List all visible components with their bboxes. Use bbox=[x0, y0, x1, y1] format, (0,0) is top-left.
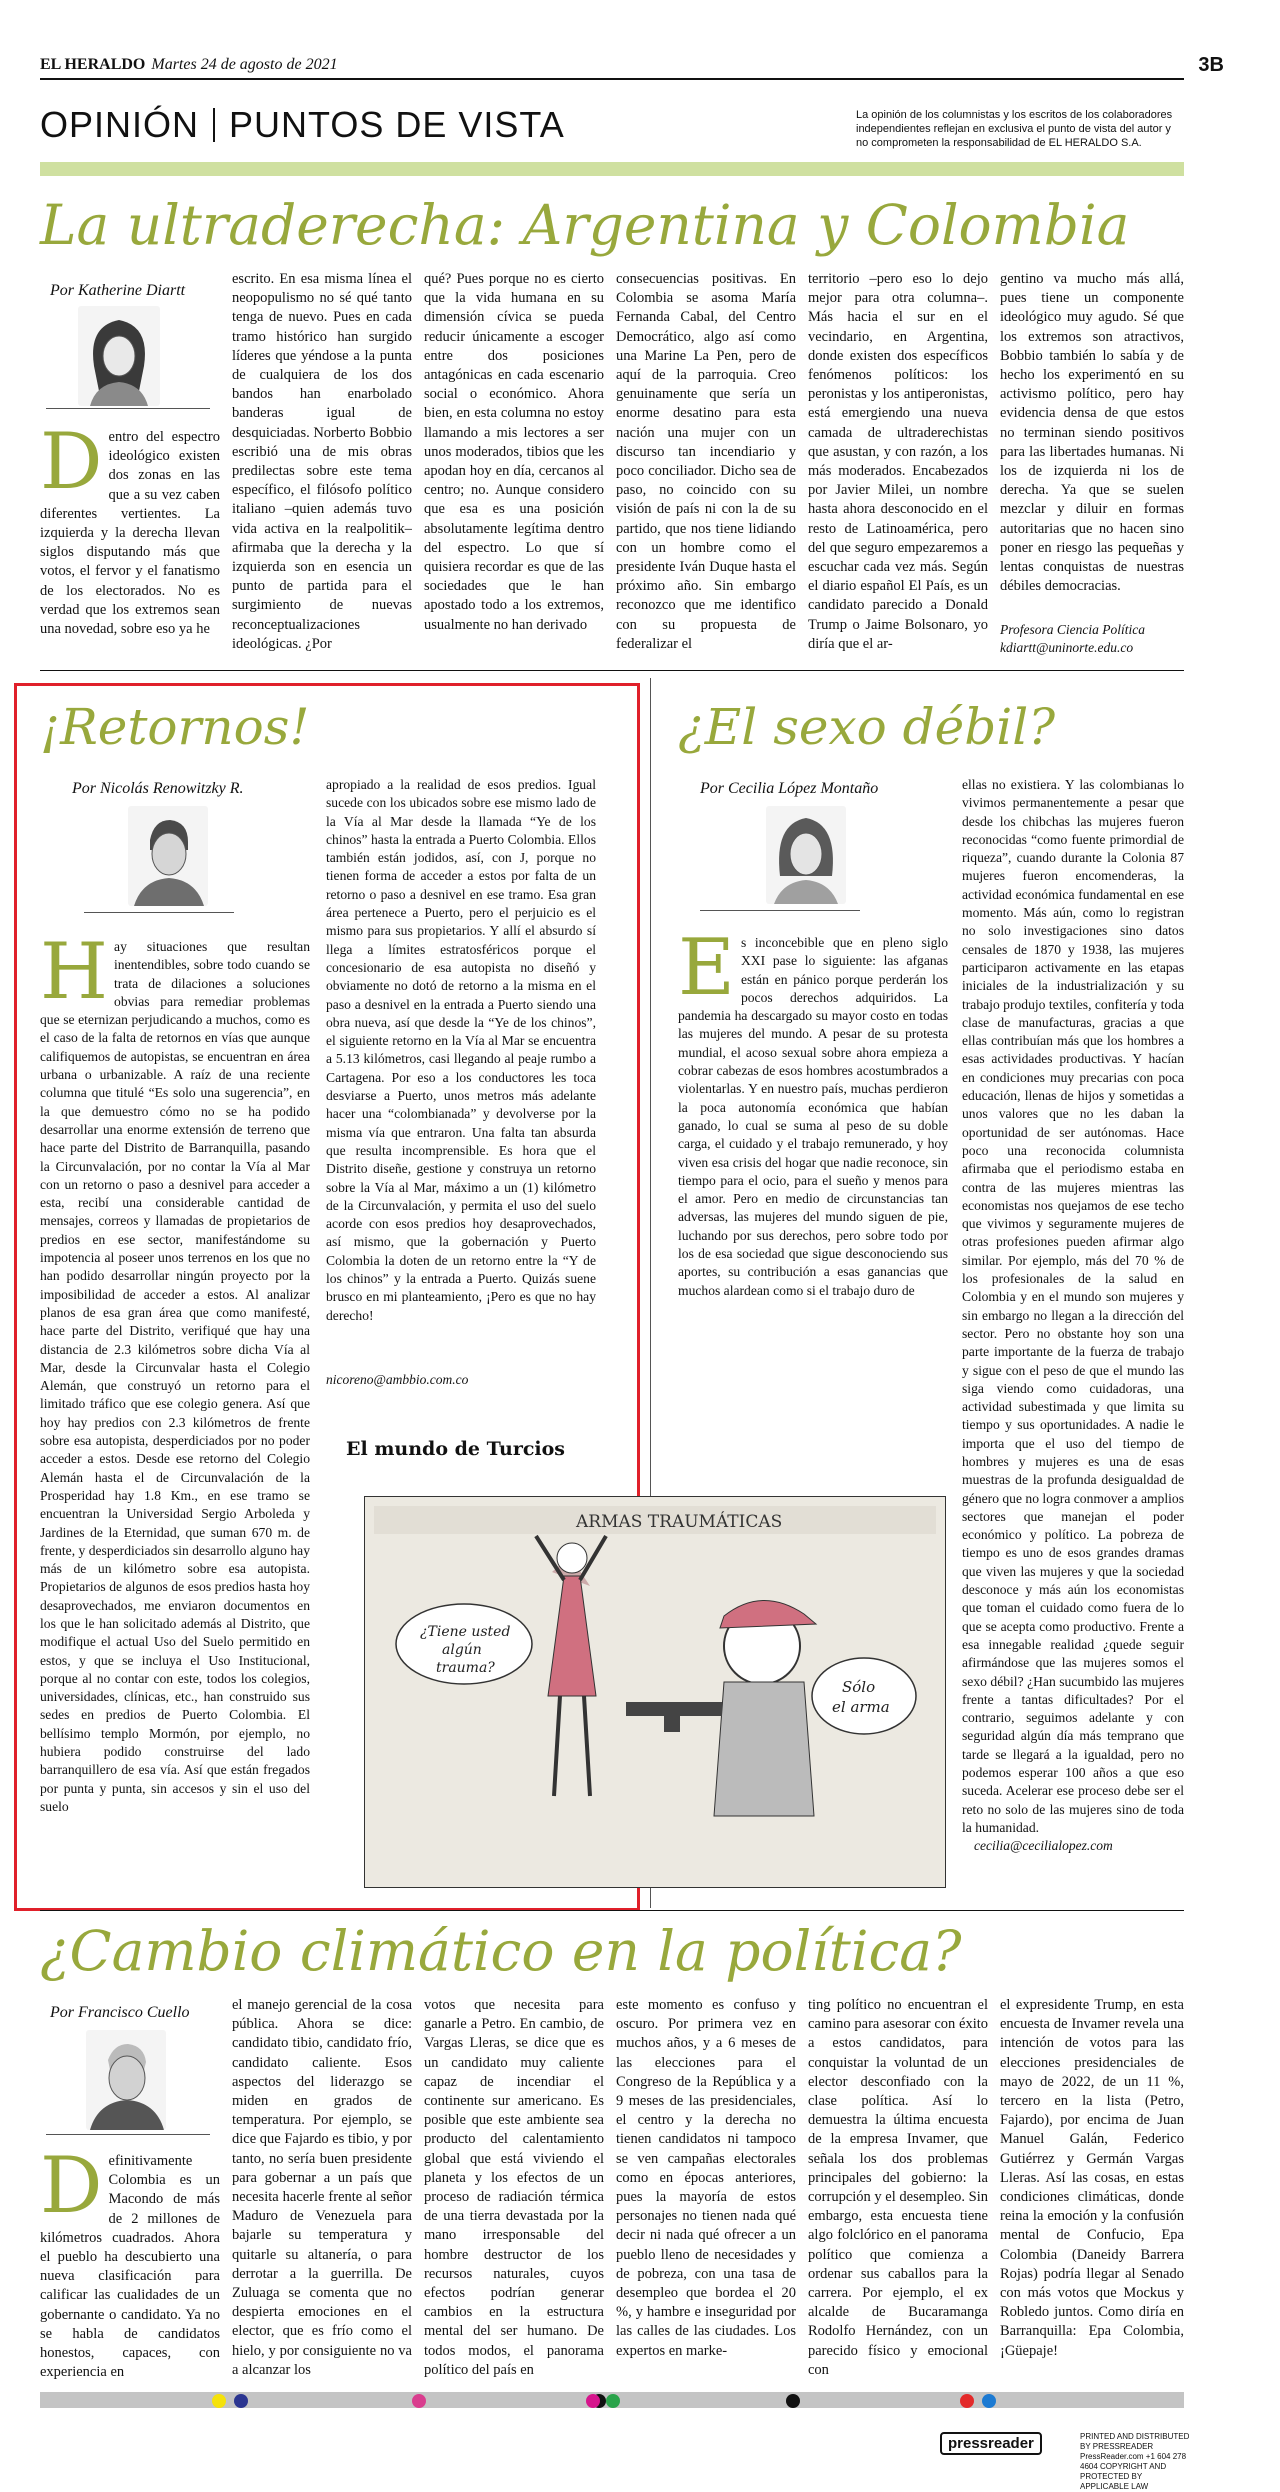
speech-bubble-right bbox=[812, 1658, 916, 1734]
article1-text-1: entro del espectro ideológico existen dos zonas en las que a su vez caben diferentes vertientes. La izquierda y la derecha llevan siglos disputando más que votos, el fervor y el fanatismo de los electorados. No es verdad que los extremos sean una novedad, sobre eso ya he bbox=[40, 429, 220, 638]
page-number: 3B bbox=[1198, 54, 1224, 76]
article3-dropcap: E bbox=[678, 934, 735, 1013]
cartoon-section-title: El mundo de Turcios bbox=[346, 1438, 565, 1460]
pressreader-fine-print: PRINTED AND DISTRIBUTED BY PRESSREADER PressReader.com +1 604 278 4604 COPYRIGHT AND PROTECTED BY APPLICABLE LAW bbox=[1080, 2432, 1190, 2491]
registration-dot bbox=[412, 2394, 426, 2408]
article3-column-1 bbox=[678, 934, 948, 1362]
registration-dot bbox=[786, 2394, 800, 2408]
article1-column-3: qué? Pues porque no es cierto que la vida humana en su dimensión cívica se pueda reducir únicamente a escoger entre dos posiciones antagónicas en cada escenario social o económico. Ahora bien, en esta columna no estoy llamando a mis lectores a ser unos moderados, tibios que les apodan hoy en día, cercanos al centro; no. Aunque considero que esa es una posición absolutamente legítima dentro del espectro. Lo que sí quisiera recordar es que de las sociedades que le han apostado todo a los extremos, usualmente no han derivado bbox=[424, 271, 604, 633]
pressreader-logo[interactable]: pressreader bbox=[940, 2432, 1042, 2455]
article1-dropcap: D bbox=[40, 428, 103, 507]
article2-column-1 bbox=[40, 938, 310, 1854]
paper-name: EL HERALDO bbox=[40, 56, 146, 73]
byline-rule bbox=[46, 408, 210, 409]
article1-headline: La ultraderecha: Argentina y Colombia bbox=[40, 193, 1130, 257]
masthead bbox=[40, 56, 338, 74]
accent-bar bbox=[40, 162, 1184, 176]
disclaimer: La opinión de los columnistas y los escritos de los colaboradores independientes reflejan en exclusiva el punto de vista del autor y no comprometen la responsabilidad de EL HERALDO S.A. bbox=[856, 109, 1173, 149]
cartoon-image bbox=[364, 1496, 946, 1888]
article4-column-5: ting político no encuentran el camino para asesorar con éxito a estos candidatos, para conquistar la voluntad de un elector desconfiado con la clase política. Así lo demuestra la última encuesta de la empresa Invamer, que señala los dos problemas principales del gobierno: la corrupción y el desempleo. Sin embargo, esta encuesta tiene algo folclórico en el panorama político que comienza a ordenar sus caballos para la carrera. Por ejemplo, el ex alcalde de Bucaramanga Rodolfo Hernández, con un parecido físico y emocional con bbox=[808, 1997, 988, 2378]
article3-author-portrait bbox=[766, 806, 846, 904]
bubble-right-text: Sólo el arma bbox=[832, 1678, 890, 1716]
article1-column-5: territorio –pero eso lo dejo mejor para otra columna–. Más hacia el sur en el vecindario, en Argentina, donde existen dos específicos fenómenos políticos: los peronistas y los antiperonistas, está emergiendo una nueva camada de ultraderechistas que asustan, y con razón, a los más moderados. Encabezados por Javier Milei, un nombre hasta ahora desconocido en el resto de Latinoamérica, pero del que seguro empezaremos a escuchar cada vez más. Según el diario español El País, es un candidato parecido a Donald Trump o Jaime Bolsonaro, yo diría que el ar- bbox=[808, 271, 988, 652]
registration-dot bbox=[212, 2394, 226, 2408]
article3-headline: ¿El sexo débil? bbox=[678, 698, 1056, 756]
article3-text-1: s inconcebible que en pleno siglo XXI pase lo siguiente: las afganas están en pánico porque perderán los pocos derechos adquiridos. La pandemia ha descargado su mayor costo en todas las mujeres del mundo. A pesar de su protesta mundial, el acoso sexual sobre ahora empieza a cobrar cabezas de esos hombres acostumbrados a violentarlas. Y en nuestro país, muchas perdieron la poca autonomía económica que habían ganado, lo cual se suma al peso de su doble carga, el cuidado y el trabajo remunerado, y hoy viven esa crisis del hogar que nadie reconoce, sin tiempo para el ocio, para el sueño y menos para el amor. Pero en medio de circunstancias tan adversas, las mujeres del mundo siguen de pie, luchando por sus derechos, pero sobre todo por los de esa sociedad que sigue desconociendo sus aportes, su contribución a esas ganancias que muchos alardean como si el trabajo duro de bbox=[678, 935, 948, 1298]
registration-dot bbox=[606, 2394, 620, 2408]
section-subname: PUNTOS DE VISTA bbox=[229, 104, 565, 145]
article2-headline: ¡Retornos! bbox=[40, 698, 310, 756]
section-name: OPINIÓN bbox=[40, 104, 200, 145]
article4-headline: ¿Cambio climático en la política? bbox=[40, 1919, 962, 1983]
registration-dot bbox=[234, 2394, 248, 2408]
registration-dot bbox=[960, 2394, 974, 2408]
article1-column-1 bbox=[40, 428, 220, 658]
article4-column-3: votos que necesita para ganarle a Petro. En cambio, de Vargas Lleras, se dice que es un candidato muy caliente capaz de incendiar el continente sur americano. Es posible que este ambiente sea producto del calentamiento global que está viviendo el planeta y los efectos de un proceso de radiación térmica de una tierra devastada por la mano irresponsable del hombre destructor de los recursos naturales, cuyos efectos podrían generar cambios en la estructura mental del ser humano. De todos modos, el panorama político del país en bbox=[424, 1997, 604, 2378]
article4-column-1 bbox=[40, 2152, 220, 2382]
article4-byline: Por Francisco Cuello bbox=[50, 2004, 190, 2021]
article3-column-2: ellas no existiera. Y las colombianas lo vivimos permanentemente a pesar que desde los chibchas las mujeres fueron reconocidas “como fuente primordial de riqueza”, cuando durante la Colonia 87 mujeres fueron encomenderas, la actividad económica fundamental en ese momento. Más aún, como lo registran no solo investigaciones sino datos censales de 1870 y 1938, las mujeres participaron activamente en las etapas iniciales de la industrialización y su trabajo produjo textiles, confitería y toda clase de manufacturas, gracias a que ellas contribuían más que los hombres a esas actividades productivas. Y hacían en condiciones muy precarias con poca educación, llenas de hijos y sometidas a unos valores que no les daban la oportunidad de ser autónomas. Hace poco una reconocida columnista afirmaba que el periodismo estaba en contra de las mujeres mientras las economistas nos quejamos de ese techo que vivimos y seguramente mujeres de otras profesiones pueden afirmar algo similar. Por ejemplo, más del 70 % de los profesionales de la salud en Colombia y en el mundo son mujeres y sin embargo no llegan a la dirección del sector. Pero no obstante hoy son una parte importante de la fuerza de trabajo y sigue con el peso de que el mundo las siga viendo como cuidadoras, una actividad subestimada y que limita su tiempo y sus oportunidades. A nadie le importa que el uso del tiempo de hombres y mujeres es una de esas muestras de la profunda desigualdad de género que no logra conmover a amplios sectores que manejan el poder económico y político. La pobreza de tiempo es uno de esos grandes dramas que viven las mujeres y que la sociedad desconoce y más aún los economistas que toman el cuidado como fuera de lo que se acepta como productivo. Frente a esa innegable realidad ¿quede seguir afirmándose que las mujeres somos el sexo débil? ¿Han sucumbido las mujeres frente a tantas dificultades? Por el contrario, seguimos adelante y con seguridad algún día más temprano que tarde se llegará a la igualdad, pero no podemos esperar 100 años a que eso suceda. Acelerar ese proceso debe ser el reto no solo de las mujeres sino de toda la humanidad. bbox=[962, 777, 1184, 1834]
article3-byline: Por Cecilia López Montaño bbox=[700, 780, 879, 797]
article2-dropcap: H bbox=[40, 938, 109, 1017]
header-rule bbox=[40, 78, 1184, 80]
article1-column-2: escrito. En esa misma línea el neopopulismo no sé qué tanto tenga de nuevo. Pues en cada tramo histórico han surgido líderes que yéndose a la punta de cualquiera de los dos bandos han enarbolado banderas igual de desquiciadas. Norberto Bobbio escribió una de mis obras predilectas sobre este tema específico, el filósofo político italiano –quien además tuvo vida activa en la realpolitik– afirmaba que la derecha y la izquierda son en esencia un punto de partida para el surgimiento de nuevas reconceptualizaciones ideológicas. ¿Por bbox=[232, 271, 412, 652]
article1-byline: Por Katherine Diartt bbox=[50, 282, 186, 299]
byline-rule bbox=[700, 910, 860, 911]
article2-author-portrait bbox=[128, 806, 208, 906]
article1-author-portrait bbox=[78, 306, 160, 406]
issue-date: Martes 24 de agosto de 2021 bbox=[151, 56, 338, 73]
article1-column-6: gentino va mucho más allá, pues tiene un componente ideológico muy agudo. Sé que los extremos son atractivos, Bobbio también lo sabía y de hecho los experimentó en su activismo político, pero hay evidencia densa de que estos no terminan siendo positivos para las libertades humanas. Ni los de izquierda ni los de derecha. Ya que se suelen mezclar y diluir en formas autoritarias que no hacen sino poner en riesgo las pequeñas y lentas conquistas de nuestras débiles democracias. bbox=[1000, 271, 1184, 595]
article4-text-1: efinitivamente Colombia es un Macondo de más de 2 millones de kilómetros cuadrados. Ahora el pueblo ha descubierto una nueva clasificación para calificar las cualidades de un gobernante o candidato. Ya no se habla de candidatos honestos, capaces, con experiencia en bbox=[40, 2153, 220, 2381]
article4-column-4: este momento es confuso y oscuro. Por primera vez en muchos años, y a 6 meses de las elecciones para el Congreso de la República y a 9 meses de las presidenciales, el centro y la derecha no tienen candidatos ni tampoco se ven campañas electorales como en épocas anteriores, pues la mayoría de estos personajes no tienen nada qué decir ni nada qué ofrecer a un pueblo lleno de necesidades y de pobreza, con una tasa de desempleo que bordea el 20 %, y hambre e inseguridad por las calles de las ciudades. Los expertos en marke- bbox=[616, 1997, 796, 2359]
article1-column-4: consecuencias positivas. En Colombia se asoma María Fernanda Cabal, del Centro Democrático, algo así como una Marine La Pen, pero de aquí de la parroquia. Creo genuinamente que sería un enorme desatino para esta nación una mujer con un discurso tan incendiario y poco conciliador. Dicho sea de paso, no coincido con su visión de país ni con la de su partido, que nos tiene lidiando con un hombre como el presidente Iván Duque hasta el próximo año. Sin embargo reconozco que me identifico con su propuesta de federalizar el bbox=[616, 271, 796, 652]
article4-column-6: el expresidente Trump, en esta encuesta de Invamer revela una intención de votos para las elecciones presidenciales de mayo de 2022, de un 11 %, tercero en la lista (Petro, Fajardo), por encima de Juan Manuel Galán, Federico Gutiérrez y Germán Vargas Lleras. Así las cosas, en estas condiciones climáticas, donde reina la emoción y la confusión mental de Confucio, Epa Colombia (Daneidy Barrera Rojas) podría llegar al Senado con más votos que Mockus y Robledo juntos. Como diría en Barranquilla: Epa Colombia, ¡Güepaje! bbox=[1000, 1997, 1184, 2359]
article4-column-2: el manejo gerencial de la cosa pública. Ahora se dice: candidato tibio, candidato frío, candidato caliente. Esos aspectos del liderazgo se miden en grados de temperatura. Por ejemplo, se dice que Fajardo es tibio, y por tanto, no sería buen presidente para gobernar a un país que necesita hacerle frente al señor Maduro de Venezuela para bajarle su temperatura y quitarle su altanería, o para derrotar a la guerrilla. De Zuluaga se comenta que no despierta emociones en el elector, que es frío como el hielo, y por consiguiente no va a alcanzar los bbox=[232, 1997, 412, 2378]
article4-dropcap: D bbox=[40, 2152, 103, 2231]
section-title bbox=[40, 104, 565, 146]
section-rule-2 bbox=[40, 1910, 1184, 1911]
article1-signature-title: Profesora Ciencia Política bbox=[1000, 622, 1145, 637]
article4-author-portrait bbox=[86, 2030, 166, 2130]
registration-dot bbox=[586, 2394, 600, 2408]
cartoon-banner: ARMAS TRAUMÁTICAS bbox=[576, 1512, 783, 1532]
article2-column-2: apropiado a la realidad de esos predios. Igual sucede con los ubicados sobre ese mismo lado de la Vía al Mar desde la llamada “Ye de los chinos” hasta la entrada a Puerto Colombia. Ellos también están jodidos, así, con J, porque no tienen forma de acceder a estos por falta de un retorno o paso a desnivel en ese tramo. Esa gran área pertenece a Puerto, pero el perjuicio es el mismo para sus propietarios. Y allí el absurdo sí llega a límites estratosféricos porque el concesionario de esa autopista no diseñó y obviamente no dotó de retorno a la misma en el paso a desnivel en la entrada a Puerto siendo una obra nueva, así que desde la “Ye de los chinos”, el siguiente retorno en la Vía al Mar se encuentra a 5.13 kilómetros, casi llegando al peaje rumbo a Cartagena. Por eso a los conductores les toca desviarse a Puerto, unos metros más adelante hacer una “colombianada” y devolverse por la misma vía que entraron. Una falta tan absurda que resulta incomprensible. Es hora que el Distrito diseñe, gestione y construya un retorno sobre la Vía al Mar, máximo a un (1) kilómetro de la Circunvalación, y permita el uso del suelo acorde con esos predios hoy desaprovechados, así mismo, que la gobernación y Puerto Colombia la doten de un retorno entre la “Y de los chinos” y la entrada a Puerto. Quizás suene brusco en mi planteamiento, ¡Pero es que no hay derecho! bbox=[326, 777, 596, 1323]
section-rule-1 bbox=[40, 670, 1184, 671]
byline-rule bbox=[46, 2134, 210, 2135]
bubble-left-text: ¿Tiene usted algún trauma? bbox=[420, 1624, 511, 1676]
registration-dot bbox=[982, 2394, 996, 2408]
article2-byline: Por Nicolás Renowitzky R. bbox=[72, 780, 244, 797]
byline-rule bbox=[84, 912, 234, 913]
article3-signature-email: cecilia@cecilialopez.com bbox=[974, 1838, 1113, 1853]
section-divider bbox=[213, 108, 215, 142]
article2-signature-email: nicoreno@ambbio.com.co bbox=[326, 1372, 469, 1387]
article2-text-1: ay situaciones que resultan inentendibles, sobre todo cuando se trata de dilaciones a soluciones obvias para remediar problemas que se eternizan perjudicando a muchos, como es el caso de la falta de retornos en vías que aunque califiquemos de autopistas, se encuentran en área urbana o urbanizable. A raíz de una reciente columna que titulé “Es solo una sugerencia”, en la que demuestro cómo no se ha podido desarrollar una enorme extensión de terreno que hace parte del Distrito de Barranquilla, pasando la Circunvalación, por no contar la Vía al Mar con un retorno o paso a desnivel para acceder a esta, recibí una considerable cantidad de mensajes, correos y llamadas de propietarios de predios en ese sector, manifestándome su impotencia al poseer unos terrenos en los que no han podido desarrollar ningún proyecto por la imposibilidad de acceder a estos. Al analizar planos de esa gran área que como manifesté, hace parte del Distrito, verifiqué que hay una distancia de 2.3 kilómetros sobre dicha Vía al Mar, desde la Circunvalar hasta el Colegio Alemán, que construyó un retorno para el limitado tráfico que ese colegio genera. Así que hoy hay predios con 2.3 kilómetros de frente sobre esa autopista, desperdiciados por no poder acceder a estos. Desde ese retorno del Colegio Alemán hasta el de Circunvalación de la Prosperidad hay 1.8 Km., en ese tramo se encuentran la Universidad Sergio Arboleda y Jardines de la Eternidad, que suman 670 m. de frente, y desperdiciados sin desarrollo alguno hay más de un kilómetro sobre esa autopista. Propietarios de algunos de esos predios hasta hoy desaprovechados, me enviaron documentos en los que le han solicitado además al Distrito, que modifique el actual Uso del Suelo permitido en estos, y que se incluya el Uso Institucional, porque al no contar con este, todos los colegios, universidades, clínicas, etc., han construido sus sedes en predios de Puerto Colombia. El bellísimo templo Mormón, por ejemplo, no hubiera podido construirse del lado barranquillero de esa vía. Así que están fregados por punta y punta, sin accesos y sin el uso del suelo bbox=[40, 939, 310, 1814]
article1-signature-email: kdiartt@uninorte.edu.co bbox=[1000, 640, 1134, 655]
